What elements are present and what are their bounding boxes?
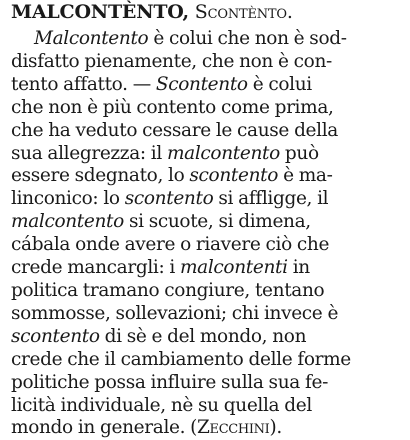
text-line	[11, 349, 403, 372]
text-line	[11, 165, 403, 188]
text-segment: che ha veduto cessare le cause della	[11, 119, 338, 141]
italic-term: malcontento	[166, 142, 280, 164]
text-segment: disfatto pienamente, che non è con-	[11, 50, 332, 72]
text-segment: ).	[269, 417, 282, 439]
text-segment: si affligge, il	[213, 188, 329, 210]
text-segment: sommosse, sollevazioni; chi invece è	[11, 302, 339, 324]
text-line	[11, 97, 403, 120]
headword-alt: Scontènto.	[194, 1, 293, 23]
text-segment: essere sdegnato, lo	[11, 165, 190, 187]
author-name: Zecchini	[197, 417, 270, 439]
headword: MALCONTÈNTO,	[11, 1, 189, 23]
entry-body	[11, 28, 403, 440]
text-segment: che non è più contento come prima,	[11, 96, 334, 118]
text-segment: linconico: lo	[11, 188, 125, 210]
text-segment: tento affatto. —	[11, 73, 156, 95]
italic-term: malcontento	[11, 211, 124, 233]
text-line	[11, 417, 403, 440]
text-segment: in	[287, 257, 310, 279]
text-segment: sua allegrezza: il	[11, 142, 167, 164]
text-segment: licità individuale, nè su quella del	[11, 394, 312, 416]
text-line	[11, 28, 403, 51]
italic-term: malcontenti	[179, 257, 288, 279]
text-segment: politiche possa influire sulla sua fe-	[11, 371, 328, 393]
italic-term: scontento	[124, 188, 214, 210]
italic-term: Malcontento	[34, 28, 149, 49]
text-line	[11, 120, 403, 143]
text-line	[11, 395, 403, 418]
text-segment: è colui che non è sod-	[148, 28, 347, 49]
text-segment: crede mancargli: i	[11, 257, 180, 279]
text-line	[11, 211, 403, 234]
text-line	[11, 326, 403, 349]
text-line	[11, 303, 403, 326]
text-line	[11, 280, 403, 303]
text-line	[11, 188, 403, 211]
text-segment: politica tramano congiure, tentano	[11, 279, 325, 301]
dictionary-entry	[11, 0, 403, 440]
text-segment: è ma-	[278, 165, 333, 187]
italic-term: Scontento	[155, 73, 248, 95]
text-segment: è colui	[247, 73, 312, 95]
text-line	[11, 51, 403, 74]
text-segment: mondo in generale. (	[11, 417, 198, 439]
italic-term: scontento	[11, 325, 100, 347]
text-segment: di sè e del mondo, non	[99, 325, 307, 347]
text-line	[11, 372, 403, 395]
entry-heading	[11, 0, 403, 24]
text-line	[11, 257, 403, 280]
italic-term: scontento	[189, 165, 279, 187]
text-segment: si scuote, si dimena,	[123, 211, 311, 233]
text-segment: cábala onde avere o riavere ciò che	[11, 234, 330, 256]
text-line	[11, 143, 403, 166]
text-line	[11, 74, 403, 97]
text-line	[11, 234, 403, 257]
text-segment: crede che il cambiamento delle forme	[11, 348, 351, 370]
text-segment: può	[279, 142, 319, 164]
